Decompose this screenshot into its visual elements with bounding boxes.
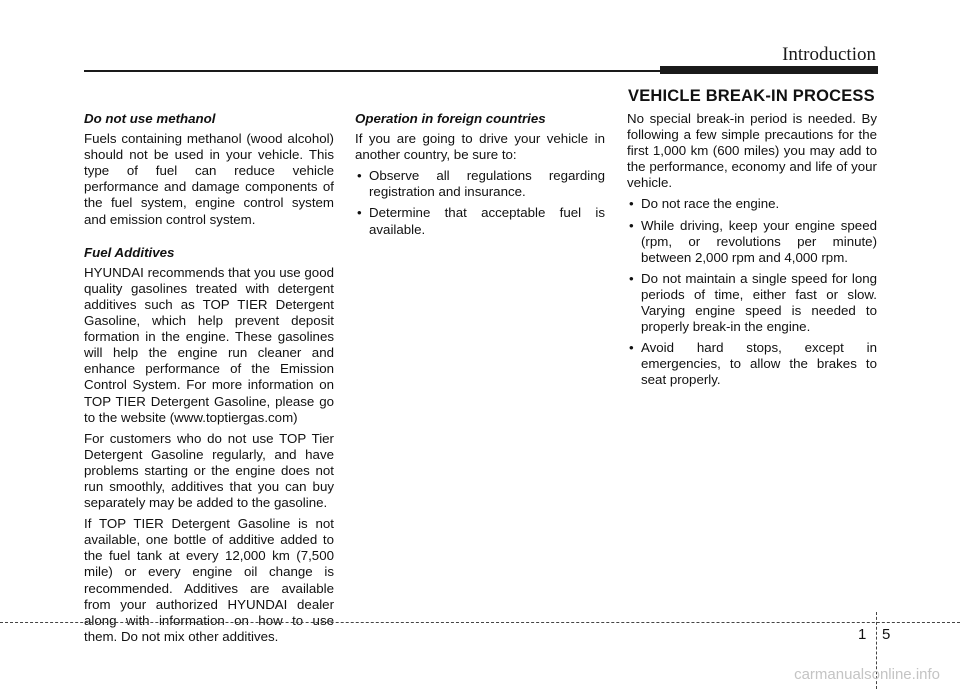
- methanol-heading: Do not use methanol: [84, 111, 216, 126]
- list-item: • Determine that acceptable fuel is available.: [357, 205, 605, 237]
- page-number: 5: [882, 626, 891, 643]
- header-rule: [84, 70, 660, 72]
- running-header-title: Introduction: [782, 44, 876, 65]
- fuel-additives-paragraph: HYUNDAI recommends that you use good quality gasolines treated with detergent additives such as TOP TIER Detergent Gasoline, which help prevent deposit formation in the engine. These gasolines will help the engine run cleaner and enhance performance of the Emission Control System. For more information on TOP TIER Detergent Gasoline, please go to the website (www.toptiergas.com): [84, 264, 334, 425]
- list-item: • Avoid hard stops, except in emergencies, to allow the brakes to seat properly.: [629, 340, 877, 388]
- bullet-icon: •: [629, 270, 634, 286]
- footer-rule: [0, 622, 960, 623]
- chapter-number: 1: [858, 626, 867, 643]
- fuel-additives-paragraph: If TOP TIER Detergent Gasoline is not available, one bottle of additive added to the fuel tank at every 12,000 km (7,500 mile) or every engine oil change is recommended. Additives are available from your authorized HYUNDAI dealer along with information on how to use them. Do not mix other additives.: [84, 516, 334, 644]
- column-middle: [355, 111, 605, 243]
- watermark: carmanualsonline.info: [794, 666, 940, 683]
- column-left: [84, 111, 334, 650]
- bullet-icon: •: [629, 196, 634, 212]
- foreign-countries-list: [355, 168, 605, 237]
- bullet-icon: •: [629, 217, 634, 233]
- foreign-countries-intro: If you are going to drive your vehicle in another country, be sure to:: [355, 131, 605, 163]
- list-item: • Observe all regulations regarding registration and insurance.: [357, 168, 605, 200]
- bullet-icon: •: [357, 205, 362, 221]
- bullet-icon: •: [629, 340, 634, 356]
- break-in-list: [627, 196, 877, 388]
- foreign-countries-heading: Operation in foreign countries: [355, 111, 546, 126]
- column-right: [627, 111, 877, 394]
- list-item: • Do not maintain a single speed for long periods of time, either fast or slow. Varying engine speed is needed to properly break-in the engine.: [629, 270, 877, 335]
- bullet-icon: •: [357, 168, 362, 184]
- section-heading: VEHICLE BREAK-IN PROCESS: [628, 87, 875, 105]
- header-bar: [660, 66, 878, 74]
- fuel-additives-paragraph: For customers who do not use TOP Tier Detergent Gasoline regularly, and have problems starting or the engine does not run smoothly, additives that you can buy separately may be added to the gasoline.: [84, 430, 334, 511]
- list-item: • Do not race the engine.: [629, 196, 780, 212]
- list-item: • While driving, keep your engine speed (rpm, or revolutions per minute) between 2,000 rpm and 4,000 rpm.: [629, 217, 877, 265]
- fuel-additives-heading: Fuel Additives: [84, 244, 175, 260]
- break-in-intro: No special break-in period is needed. By following a few simple precautions for the first 1,000 km (600 miles) you may add to the performance, economy and life of your vehicle.: [627, 111, 877, 191]
- methanol-paragraph: Fuels containing methanol (wood alcohol) should not be used in your vehicle. This type of fuel can reduce vehicle performance and damage components of the fuel system, engine control system and emission control system.: [84, 131, 334, 227]
